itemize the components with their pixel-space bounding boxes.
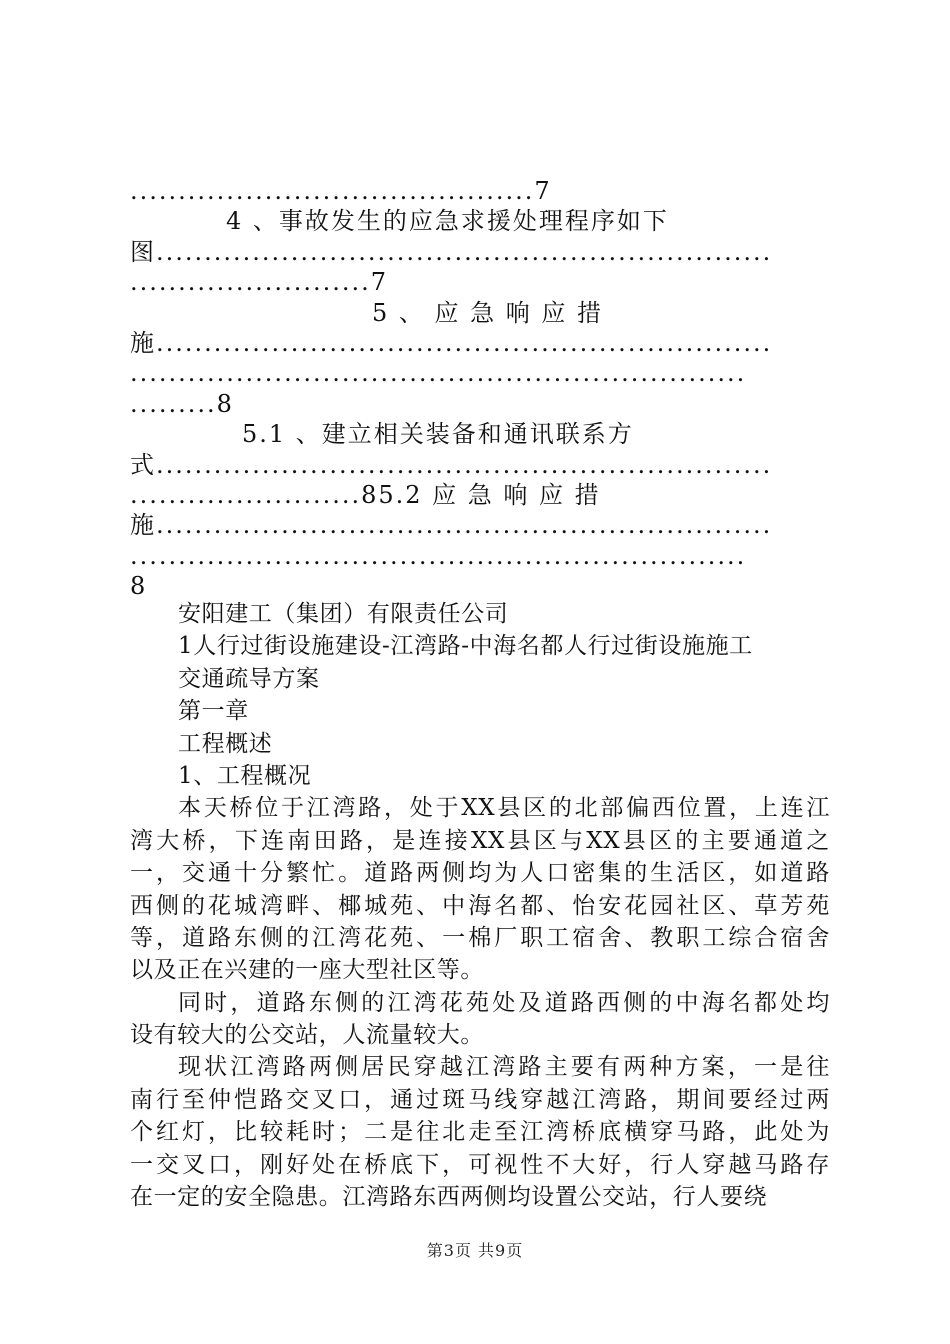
document-title-line-1: 1人行过街设施建设-江湾路-中海名都人行过街设施施工 — [178, 633, 753, 660]
paragraphs — [130, 792, 830, 1213]
paragraph-line: 在一定的安全隐患。江湾路东西两侧均设置公交站，行人要绕 — [130, 1184, 768, 1211]
paragraph — [130, 1051, 830, 1213]
toc-line: 5.1 、建立相关装备和通讯联系方 — [242, 420, 634, 449]
paragraph-line: 本天桥位于江湾路，处于XX县区的北部偏西位置，上连江 — [178, 795, 830, 822]
toc-line: ..........................................7 — [130, 177, 552, 205]
paragraph-line: 现状江湾路两侧居民穿越江湾路主要有两种方案，一是往 — [178, 1054, 830, 1081]
paragraph-line: 同时，道路东侧的江湾花苑处及道路西侧的中海名都处均 — [178, 989, 830, 1016]
toc-line: ........................85.2 应 急 响 应 措 — [130, 480, 601, 509]
page-footer: 第3页 共9页 — [426, 1241, 524, 1260]
company-name: 安阳建工（集团）有限责任公司 — [178, 601, 509, 627]
paragraph — [130, 987, 830, 1052]
paragraph-line: 个红灯，比较耗时；二是往北走至江湾桥底横穿马路，此处为 — [130, 1119, 830, 1146]
section-heading: 1、工程概况 — [178, 762, 312, 789]
paragraph-line: 等，道路东侧的江湾花苑、一棉厂职工宿舍、教职工综合宿舍 — [130, 924, 830, 951]
toc-line: 式................................................................ — [130, 450, 773, 479]
toc-line: 施................................................................ — [130, 328, 773, 357]
toc-line: 施................................................................ — [130, 511, 773, 540]
toc-line: ................................................................ — [130, 359, 747, 388]
paragraph-line: 设有较大的公交站，人流量较大。 — [130, 1022, 484, 1049]
paragraph-line: 南行至仲恺路交叉口，通过斑马线穿越江湾路，期间要经过两 — [130, 1086, 830, 1113]
paragraph — [130, 792, 830, 986]
paragraph-line: 以及正在兴建的一座大型社区等。 — [130, 957, 484, 984]
toc-line: 8 — [130, 572, 148, 601]
table-of-contents — [130, 176, 830, 601]
chapter-title: 工程概述 — [178, 730, 273, 757]
toc-line: 4 、事故发生的应急求援处理程序如下 — [226, 207, 669, 236]
paragraph-line: 一，交通十分繁忙。道路两侧均为人口密集的生活区，如道路 — [130, 860, 830, 887]
toc-line: .........8 — [130, 389, 234, 418]
document-title-line-2: 交通疏导方案 — [178, 665, 320, 692]
paragraph-line: 湾大桥，下连南田路，是连接XX县区与XX县区的主要通道之 — [130, 827, 830, 854]
paragraph-line: 一交叉口，刚好处在桥底下，可视性不大好，行人穿越马路存 — [130, 1151, 830, 1178]
toc-line: .........................7 — [130, 268, 388, 297]
toc-line: 图................................................................ — [130, 237, 773, 266]
toc-line: ................................................................ — [130, 541, 747, 570]
paragraph-line: 西侧的花城湾畔、椰城苑、中海名都、怡安花园社区、草芳苑 — [130, 892, 830, 919]
chapter-heading: 第一章 — [178, 698, 249, 725]
toc-line: 5 、 应 急 响 应 措 — [372, 298, 604, 327]
document-body — [130, 598, 830, 1213]
